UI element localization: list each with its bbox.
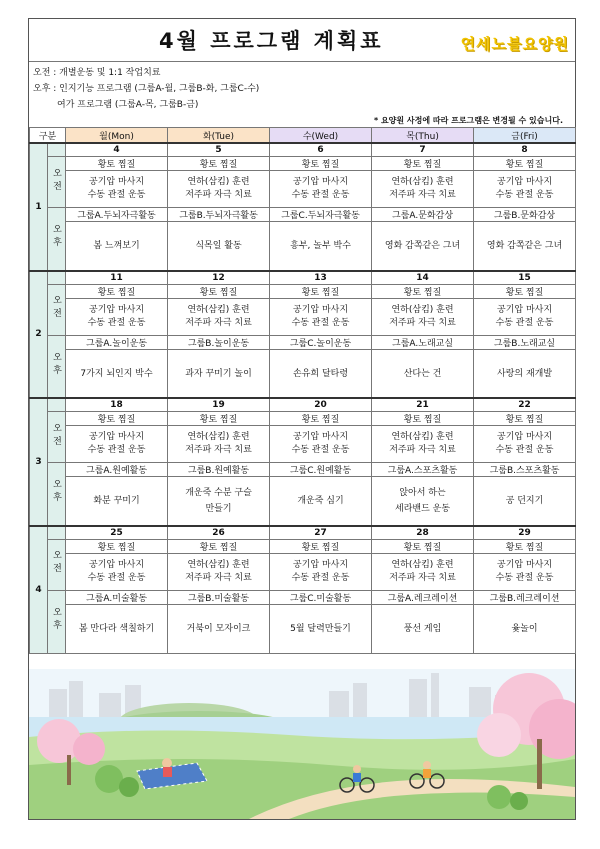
heat-therapy-cell: 황토 찜질 bbox=[474, 539, 576, 553]
header bbox=[29, 19, 575, 61]
pm-activity-cell bbox=[168, 222, 270, 271]
week-label: 1 bbox=[30, 143, 48, 271]
pm-activity-line: 화분 꾸미기 bbox=[93, 496, 140, 506]
pm-label bbox=[48, 463, 66, 526]
date-cell: 6 bbox=[270, 143, 372, 157]
am-therapy-cell bbox=[168, 553, 270, 590]
am-therapy-cell bbox=[66, 426, 168, 463]
am-therapy-line2: 수동 관절 운동 bbox=[291, 445, 350, 455]
date-cell: 5 bbox=[168, 143, 270, 157]
am-heat-row bbox=[30, 412, 576, 426]
am-label bbox=[48, 157, 66, 208]
change-notice: * 요양원 사정에 따라 프로그램은 변경될 수 있습니다. bbox=[373, 116, 563, 125]
date-cell: 12 bbox=[168, 271, 270, 285]
pm-label bbox=[48, 590, 66, 653]
week-label: 4 bbox=[30, 526, 48, 654]
am-therapy-cell bbox=[270, 426, 372, 463]
pm-activity-cell bbox=[168, 604, 270, 653]
date-cell: 29 bbox=[474, 526, 576, 540]
am-therapy-line1: 연하(삼킴) 훈련 bbox=[187, 177, 250, 187]
am-therapy-line2: 저주파 자극 치료 bbox=[389, 572, 456, 583]
am-therapy-line1: 연하(삼킴) 훈련 bbox=[391, 177, 454, 187]
am-therapy-cell bbox=[372, 553, 474, 590]
pm-activity-line: 손유희 달타령 bbox=[293, 368, 349, 379]
heat-therapy-cell: 황토 찜질 bbox=[168, 412, 270, 426]
pm-activity-row bbox=[30, 604, 576, 653]
pm-group-row bbox=[30, 208, 576, 222]
day-header-fri: 금(Fri) bbox=[474, 128, 576, 144]
heat-therapy-cell: 황토 찜질 bbox=[372, 412, 474, 426]
pm-group-row bbox=[30, 590, 576, 604]
am-therapy-cell bbox=[168, 426, 270, 463]
am-therapy-line2: 저주파 자극 치료 bbox=[389, 445, 456, 455]
am-therapy-line1: 공기압 마사지 bbox=[293, 559, 349, 570]
day-header-mon: 월(Mon) bbox=[66, 128, 168, 144]
pm-activity-row bbox=[30, 222, 576, 271]
am-therapy-line1: 연하(삼킴) 훈련 bbox=[187, 559, 250, 570]
am-therapy-cell bbox=[168, 298, 270, 335]
pm-activity-line: 5월 달력만들기 bbox=[290, 623, 351, 634]
date-cell: 28 bbox=[372, 526, 474, 540]
am-therapy-cell bbox=[66, 553, 168, 590]
heat-therapy-cell: 황토 찜질 bbox=[474, 284, 576, 298]
am-therapy-line1: 공기압 마사지 bbox=[497, 432, 553, 442]
am-therapy-cell bbox=[66, 171, 168, 208]
week-date-row bbox=[30, 143, 576, 157]
pm-activity-cell bbox=[270, 604, 372, 653]
pm-activity-line: 만들기 bbox=[205, 504, 232, 514]
week-label: 2 bbox=[30, 271, 48, 399]
heat-therapy-cell: 황토 찜질 bbox=[66, 157, 168, 171]
week-corner bbox=[48, 526, 66, 540]
pm-activity-cell bbox=[474, 477, 576, 526]
am-heat-row bbox=[30, 284, 576, 298]
am-therapy-cell bbox=[474, 298, 576, 335]
am-therapy-line1: 연하(삼킴) 훈련 bbox=[391, 304, 454, 315]
group-program-cell: 그룹A.미술활동 bbox=[66, 590, 168, 604]
pm-activity-cell bbox=[372, 604, 474, 653]
am-therapy-line2: 저주파 자극 치료 bbox=[185, 572, 252, 583]
am-therapy-cell bbox=[270, 171, 372, 208]
am-therapy-cell bbox=[372, 426, 474, 463]
am-label bbox=[48, 539, 66, 590]
pm-activity-cell bbox=[66, 222, 168, 271]
am-therapy-line1: 공기압 마사지 bbox=[497, 559, 553, 570]
date-cell: 13 bbox=[270, 271, 372, 285]
am-therapy-line2: 수동 관절 운동 bbox=[291, 190, 350, 200]
category-header: 구분 bbox=[30, 128, 66, 144]
group-program-cell: 그룹A.노래교실 bbox=[372, 335, 474, 349]
am-label-text: 오전 bbox=[51, 422, 61, 449]
pm-activity-cell bbox=[372, 477, 474, 526]
date-cell: 19 bbox=[168, 398, 270, 412]
am-therapy-row bbox=[30, 298, 576, 335]
pm-activity-cell bbox=[474, 222, 576, 271]
date-cell: 20 bbox=[270, 398, 372, 412]
group-program-cell: 그룹A.원예활동 bbox=[66, 463, 168, 477]
date-cell: 4 bbox=[66, 143, 168, 157]
group-program-cell: 그룹B.두뇌자극활동 bbox=[168, 208, 270, 222]
am-therapy-line2: 수동 관절 운동 bbox=[495, 445, 554, 455]
date-cell: 18 bbox=[66, 398, 168, 412]
am-therapy-cell bbox=[270, 553, 372, 590]
group-program-cell: 그룹A.레크레이션 bbox=[372, 590, 474, 604]
date-cell: 8 bbox=[474, 143, 576, 157]
pm-activity-row bbox=[30, 349, 576, 398]
am-therapy-line2: 수동 관절 운동 bbox=[291, 317, 350, 328]
am-heat-row bbox=[30, 157, 576, 171]
date-cell: 21 bbox=[372, 398, 474, 412]
pm-activity-cell bbox=[66, 477, 168, 526]
group-program-cell: 그룹B.레크레이션 bbox=[474, 590, 576, 604]
heat-therapy-cell: 황토 찜질 bbox=[66, 284, 168, 298]
date-cell: 11 bbox=[66, 271, 168, 285]
am-therapy-line2: 수동 관절 운동 bbox=[291, 572, 350, 583]
pm-activity-line: 거북이 모자이크 bbox=[186, 623, 251, 634]
pm-activity-line: 세라밴드 운동 bbox=[395, 504, 451, 514]
pm-activity-cell bbox=[270, 349, 372, 398]
info-morning: 오전 : 개별운동 및 1:1 작업치료 bbox=[33, 68, 161, 78]
date-cell: 22 bbox=[474, 398, 576, 412]
am-therapy-line2: 수동 관절 운동 bbox=[495, 190, 554, 200]
pm-label-text: 오후 bbox=[51, 479, 61, 506]
am-therapy-line1: 공기압 마사지 bbox=[293, 432, 349, 442]
am-label-text: 오전 bbox=[51, 167, 61, 194]
am-therapy-line1: 공기압 마사지 bbox=[293, 304, 349, 315]
heat-therapy-cell: 황토 찜질 bbox=[270, 284, 372, 298]
heat-therapy-cell: 황토 찜질 bbox=[372, 539, 474, 553]
pm-activity-cell bbox=[270, 222, 372, 271]
day-header-thu: 목(Thu) bbox=[372, 128, 474, 144]
date-cell: 15 bbox=[474, 271, 576, 285]
am-heat-row bbox=[30, 539, 576, 553]
am-label-text: 오전 bbox=[51, 295, 61, 321]
am-therapy-line2: 수동 관절 운동 bbox=[87, 190, 146, 200]
heat-therapy-cell: 황토 찜질 bbox=[168, 157, 270, 171]
pm-activity-line: 흥부, 놀부 박수 bbox=[290, 241, 351, 251]
group-program-cell: 그룹C.미술활동 bbox=[270, 590, 372, 604]
pm-activity-line: 봄 만다라 색칠하기 bbox=[78, 623, 155, 634]
am-therapy-line2: 수동 관절 운동 bbox=[87, 445, 146, 455]
pm-activity-line: 영화 감쪽같은 그녀 bbox=[384, 241, 461, 251]
am-therapy-line1: 공기압 마사지 bbox=[293, 177, 349, 187]
am-therapy-cell bbox=[474, 426, 576, 463]
pm-label-text: 오후 bbox=[51, 224, 61, 251]
pm-group-row bbox=[30, 335, 576, 349]
pm-activity-cell bbox=[270, 477, 372, 526]
heat-therapy-cell: 황토 찜질 bbox=[270, 157, 372, 171]
pm-activity-cell bbox=[66, 604, 168, 653]
am-therapy-line2: 저주파 자극 치료 bbox=[185, 190, 252, 200]
pm-activity-row bbox=[30, 477, 576, 526]
group-program-cell: 그룹B.노래교실 bbox=[474, 335, 576, 349]
pm-activity-line: 윷놀이 bbox=[511, 623, 538, 634]
am-therapy-line2: 저주파 자극 치료 bbox=[185, 445, 252, 455]
week-corner bbox=[48, 271, 66, 285]
info-afternoon-leisure: 여가 프로그램 (그룹A-목, 그룹B-금) bbox=[57, 100, 199, 110]
am-therapy-line1: 연하(삼킴) 훈련 bbox=[187, 304, 250, 315]
am-therapy-cell bbox=[474, 171, 576, 208]
am-therapy-line2: 저주파 자극 치료 bbox=[185, 317, 252, 328]
day-header-row bbox=[30, 128, 576, 144]
heat-therapy-cell: 황토 찜질 bbox=[66, 539, 168, 553]
pm-activity-line: 개운죽 수분 구슬 bbox=[185, 488, 252, 498]
am-therapy-line2: 수동 관절 운동 bbox=[87, 572, 146, 583]
am-therapy-line1: 연하(삼킴) 훈련 bbox=[187, 432, 250, 442]
am-therapy-line1: 연하(삼킴) 훈련 bbox=[391, 432, 454, 442]
am-therapy-line1: 공기압 마사지 bbox=[497, 304, 553, 315]
am-therapy-row bbox=[30, 553, 576, 590]
heat-therapy-cell: 황토 찜질 bbox=[66, 412, 168, 426]
am-therapy-cell bbox=[270, 298, 372, 335]
group-program-cell: 그룹B.미술활동 bbox=[168, 590, 270, 604]
pm-activity-line: 산다는 건 bbox=[403, 368, 442, 379]
date-cell: 14 bbox=[372, 271, 474, 285]
pm-activity-cell bbox=[372, 222, 474, 271]
pm-activity-cell bbox=[168, 349, 270, 398]
brand-logo-text: 연세노블요양원 bbox=[460, 35, 569, 53]
am-therapy-line1: 공기압 마사지 bbox=[89, 304, 145, 315]
am-label bbox=[48, 284, 66, 335]
heat-therapy-cell: 황토 찜질 bbox=[168, 539, 270, 553]
am-therapy-row bbox=[30, 426, 576, 463]
pm-activity-line: 앉아서 하는 bbox=[399, 488, 446, 498]
am-therapy-row bbox=[30, 171, 576, 208]
pm-activity-line: 식목일 활동 bbox=[195, 241, 242, 251]
am-therapy-cell bbox=[66, 298, 168, 335]
pm-activity-line: 영화 감쪽같은 그녀 bbox=[486, 241, 563, 251]
group-program-cell: 그룹A.문화감상 bbox=[372, 208, 474, 222]
date-cell: 25 bbox=[66, 526, 168, 540]
am-therapy-line2: 수동 관절 운동 bbox=[87, 317, 146, 328]
group-program-cell: 그룹A.두뇌자극활동 bbox=[66, 208, 168, 222]
day-header-tue: 화(Tue) bbox=[168, 128, 270, 144]
week-label: 3 bbox=[30, 398, 48, 526]
pm-activity-cell bbox=[66, 349, 168, 398]
pm-group-row bbox=[30, 463, 576, 477]
group-program-cell: 그룹B.문화감상 bbox=[474, 208, 576, 222]
am-therapy-line2: 저주파 자극 치료 bbox=[389, 317, 456, 328]
group-program-cell: 그룹B.놀이운동 bbox=[168, 335, 270, 349]
group-program-cell: 그룹B.원예활동 bbox=[168, 463, 270, 477]
heat-therapy-cell: 황토 찜질 bbox=[372, 157, 474, 171]
heat-therapy-cell: 황토 찜질 bbox=[474, 157, 576, 171]
pm-activity-line: 봄 느껴보기 bbox=[93, 241, 140, 251]
am-therapy-line1: 공기압 마사지 bbox=[497, 177, 553, 187]
pm-activity-line: 사랑의 재개발 bbox=[497, 368, 553, 379]
am-label-text: 오전 bbox=[51, 550, 61, 576]
heat-therapy-cell: 황토 찜질 bbox=[270, 412, 372, 426]
pm-activity-cell bbox=[474, 349, 576, 398]
page-title: 4월 프로그램 계획표 bbox=[159, 29, 384, 53]
pm-label bbox=[48, 208, 66, 271]
group-program-cell: 그룹A.놀이운동 bbox=[66, 335, 168, 349]
pm-activity-cell bbox=[168, 477, 270, 526]
date-cell: 27 bbox=[270, 526, 372, 540]
date-cell: 26 bbox=[168, 526, 270, 540]
am-therapy-line2: 수동 관절 운동 bbox=[495, 317, 554, 328]
group-program-cell: 그룹B.스포츠활동 bbox=[474, 463, 576, 477]
pm-activity-cell bbox=[474, 604, 576, 653]
heat-therapy-cell: 황토 찜질 bbox=[372, 284, 474, 298]
spring-park-illustration bbox=[29, 669, 575, 819]
heat-therapy-cell: 황토 찜질 bbox=[168, 284, 270, 298]
pm-label-text: 오후 bbox=[51, 351, 61, 378]
am-therapy-line2: 수동 관절 운동 bbox=[495, 572, 554, 583]
pm-activity-line: 과자 꾸미기 놀이 bbox=[185, 368, 252, 379]
schedule-table bbox=[29, 127, 576, 654]
heat-therapy-cell: 황토 찜질 bbox=[474, 412, 576, 426]
week-corner bbox=[48, 398, 66, 412]
pm-activity-line: 공 던지기 bbox=[505, 496, 544, 506]
am-therapy-line1: 공기압 마사지 bbox=[89, 177, 145, 187]
am-therapy-cell bbox=[372, 298, 474, 335]
week-date-row bbox=[30, 526, 576, 540]
pm-label bbox=[48, 335, 66, 398]
group-program-cell: 그룹C.두뇌자극활동 bbox=[270, 208, 372, 222]
pm-activity-line: 개운죽 심기 bbox=[297, 496, 344, 506]
pm-activity-line: 7가지 뇌인지 박수 bbox=[80, 368, 153, 379]
am-therapy-line1: 공기압 마사지 bbox=[89, 559, 145, 570]
am-therapy-line1: 연하(삼킴) 훈련 bbox=[391, 559, 454, 570]
am-label bbox=[48, 412, 66, 463]
pm-activity-cell bbox=[372, 349, 474, 398]
pm-activity-line: 풍선 게임 bbox=[403, 623, 442, 634]
group-program-cell: 그룹C.원예활동 bbox=[270, 463, 372, 477]
group-program-cell: 그룹C.놀이운동 bbox=[270, 335, 372, 349]
am-therapy-cell bbox=[474, 553, 576, 590]
am-therapy-cell bbox=[168, 171, 270, 208]
group-program-cell: 그룹A.스포츠활동 bbox=[372, 463, 474, 477]
info-afternoon-cognitive: 오후 : 인지기능 프로그램 (그룹A-월, 그룹B-화, 그룹C-수) bbox=[33, 84, 260, 94]
am-therapy-line2: 저주파 자극 치료 bbox=[389, 190, 456, 200]
pm-label-text: 오후 bbox=[51, 607, 61, 633]
schedule-sheet bbox=[28, 18, 576, 820]
week-corner bbox=[48, 143, 66, 157]
week-date-row bbox=[30, 271, 576, 285]
day-header-wed: 수(Wed) bbox=[270, 128, 372, 144]
week-date-row bbox=[30, 398, 576, 412]
date-cell: 7 bbox=[372, 143, 474, 157]
am-therapy-line1: 공기압 마사지 bbox=[89, 432, 145, 442]
heat-therapy-cell: 황토 찜질 bbox=[270, 539, 372, 553]
am-therapy-cell bbox=[372, 171, 474, 208]
